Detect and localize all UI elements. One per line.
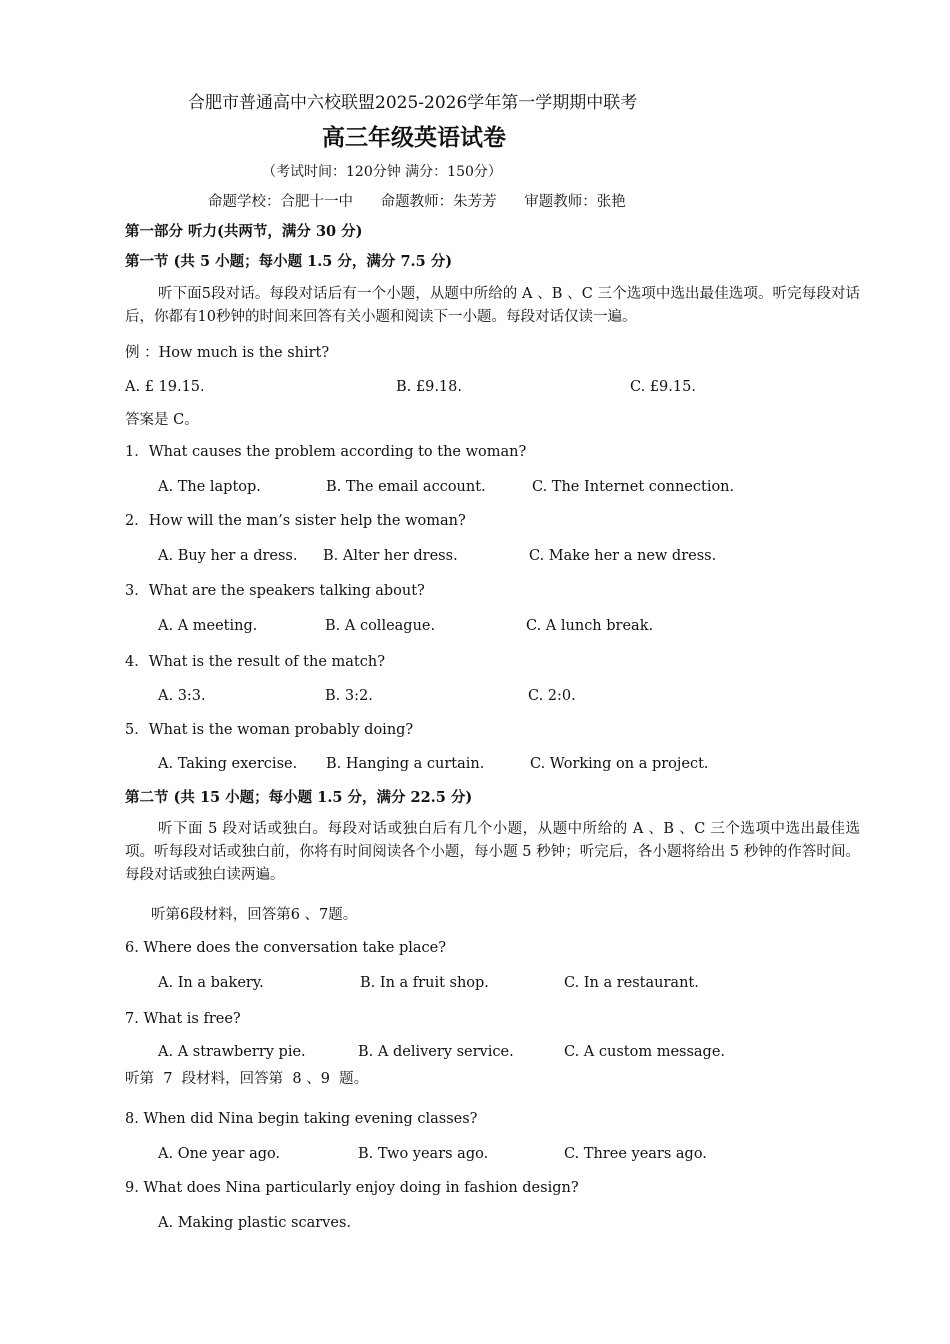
example-option-a: A. £ 19.15. (125, 379, 205, 395)
section1-instructions: 听下面5段对话。每段对话后有一个小题，从题中所给的 A 、B 、C 三个选项中选出最佳选项。听完每段对话后，你都有10秒钟的时间来回答有关小题和阅读下一小题。每段对话仅读一遍。 (125, 286, 860, 325)
exam-title: 高三年级英语试卷 (322, 124, 506, 151)
question-2: 2．How will the man’s sister help the woman? (125, 513, 466, 529)
q2-option-b: B. Alter her dress. (323, 548, 458, 564)
material-6-intro: 听第6段材料，回答第6 、7题。 (151, 907, 358, 923)
q2-option-a: A. Buy her a dress. (158, 548, 298, 564)
question-5: 5．What is the woman probably doing? (125, 722, 414, 738)
q7-option-a: A. A strawberry pie. (158, 1044, 306, 1060)
q9-option-a: A. Making plastic scarves. (158, 1215, 351, 1231)
q6-option-b: B. In a fruit shop. (360, 975, 489, 991)
q3-option-a: A. A meeting. (158, 618, 258, 634)
q3-option-c: C. A lunch break. (526, 618, 654, 634)
example-question: 例 ：How much is the shirt? (125, 345, 330, 361)
q3-option-b: B. A colleague. (325, 618, 436, 634)
q1-option-c: C. The Internet connection. (532, 479, 735, 495)
q5-option-a: A. Taking exercise. (158, 756, 298, 772)
q4-option-a: A. 3:3. (158, 688, 206, 704)
q4-option-b: B. 3:2. (325, 688, 373, 704)
question-8: 8. When did Nina begin taking evening classes? (125, 1111, 478, 1127)
q2-option-c: C. Make her a new dress. (529, 548, 717, 564)
section1-heading: 第一节 (共 5 小题；每小题 1.5 分，满分 7.5 分) (125, 253, 453, 270)
question-9: 9. What does Nina particularly enjoy doing in fashion design? (125, 1180, 579, 1196)
q5-option-b: B. Hanging a curtain. (326, 756, 485, 772)
section2-instructions: 听下面 5 段对话或独白。每段对话或独白后有几个小题，从题中所给的 A 、B 、C 三个选项中选出最佳选项。听每段对话或独白前，你将有时间阅读各个小题，每小题 5 秒钟；听完后，各小题将给出 5 秒钟的作答时间。每段对话或独白读两遍。 (125, 821, 860, 883)
question-1: 1．What causes the problem according to the woman? (125, 444, 527, 460)
part1-heading: 第一部分 听力(共两节，满分 30 分) (125, 223, 363, 240)
q6-option-c: C. In a restaurant. (564, 975, 699, 991)
example-option-b: B. £9.18. (396, 379, 462, 395)
q1-option-b: B. The email account. (326, 479, 486, 495)
q8-option-a: A. One year ago. (158, 1146, 281, 1162)
exam-info: （考试时间：120分钟 满分：150分） (262, 164, 502, 180)
example-option-c: C. £9.15. (630, 379, 696, 395)
q7-option-b: B. A delivery service. (358, 1044, 514, 1060)
question-4: 4．What is the result of the match? (125, 654, 385, 670)
q8-option-c: C. Three years ago. (564, 1146, 707, 1162)
q5-option-c: C. Working on a project. (530, 756, 709, 772)
question-7: 7. What is free? (125, 1011, 241, 1027)
q6-option-a: A. In a bakery. (158, 975, 264, 991)
q8-option-b: B. Two years ago. (358, 1146, 489, 1162)
section2-heading: 第二节 (共 15 小题；每小题 1.5 分，满分 22.5 分) (125, 789, 473, 806)
q4-option-c: C. 2:0. (528, 688, 576, 704)
question-3: 3．What are the speakers talking about? (125, 583, 425, 599)
exam-authors: 命题学校：合肥十一中 命题教师：朱芳芳 审题教师：张艳 (208, 194, 626, 210)
material-7-intro: 听第 7 段材料，回答第 8 、9 题。 (125, 1071, 369, 1087)
question-6: 6. Where does the conversation take place? (125, 940, 446, 956)
example-answer: 答案是 C。 (125, 412, 199, 428)
q7-option-c: C. A custom message. (564, 1044, 726, 1060)
school-title: 合肥市普通高中六校联盟2025-2026学年第一学期期中联考 (188, 93, 638, 113)
q1-option-a: A. The laptop. (158, 479, 261, 495)
